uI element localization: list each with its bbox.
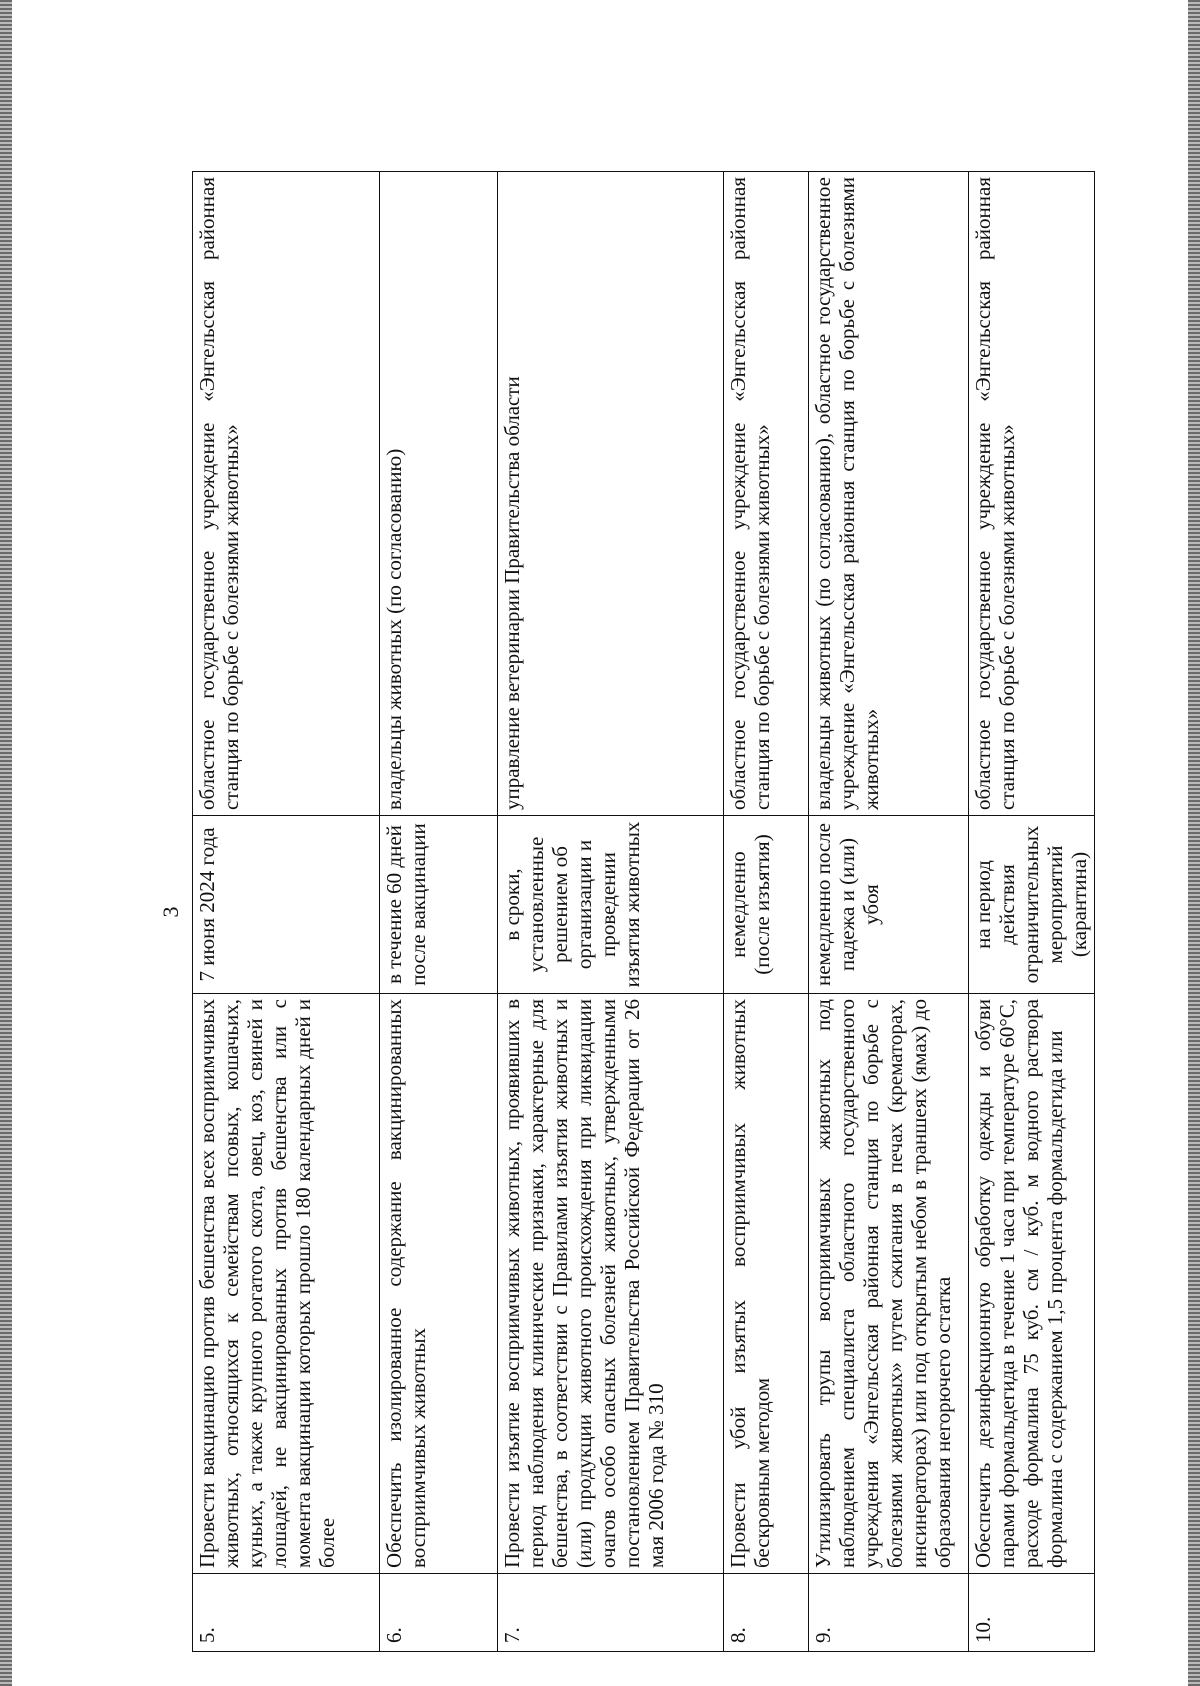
scan-edge-left	[0, 0, 12, 1686]
row-term: на период действия ограничительных мероприятий (карантина)	[969, 816, 1095, 994]
row-number: 6.	[380, 1574, 498, 1652]
row-responsible: управление ветеринарии Правительства области	[498, 172, 724, 816]
row-term: немедленно после падежа и (или) убоя	[809, 816, 969, 994]
table-row	[193, 172, 380, 1652]
row-number: 7.	[498, 1574, 724, 1652]
row-number: 8.	[724, 1574, 809, 1652]
table-row	[809, 172, 969, 1652]
page-number: 3	[158, 906, 183, 918]
row-action: Провести убой изъятых восприимчивых животных бескровным методом	[724, 994, 809, 1574]
row-term: в сроки, установленные решением об организации и проведении изъятия животных	[498, 816, 724, 994]
row-action: Провести вакцинацию против бешенства всех восприимчивых животных, относящихся к семействам псовых, кошачьих, куньих, а также крупного рогатого скота, овец, коз, свиней и лошадей, не вакцинированных против бешенства или с момента вакцинации которых прошло 180 календарных дней и более	[193, 994, 380, 1574]
row-action: Обеспечить дезинфекционную обработку одежды и обуви парами формальдегида в течение 1 часа при температуре 60°С, расходе формалина 75 куб. см / куб. м водного раствора формалина с содержанием 1,5 процента формальдегида или	[969, 994, 1095, 1574]
row-action: Утилизировать трупы восприимчивых животных под наблюдением специалиста областного государственного учреждения «Энгельсская районная станция по борьбе с болезнями животных» путем сжигания в печах (крематорах, инсинераторах) или под открытым небом в траншеях (ямах) до образования негорючего остатка	[809, 994, 969, 1574]
row-responsible: владельцы животных (по согласованию), областное государственное учреждение «Энгельсская районная станция по борьбе с болезнями животных»	[809, 172, 969, 816]
row-responsible: областное государственное учреждение «Энгельсская районная станция по борьбе с болезнями животных»	[724, 172, 809, 816]
row-term: немедленно (после изъятия)	[724, 816, 809, 994]
row-term: в течение 60 дней после вакцинации	[380, 816, 498, 994]
row-number: 9.	[809, 1574, 969, 1652]
row-action: Провести изъятие восприимчивых животных, проявивших в период наблюдения клинические признаки, характерные для бешенства, в соответствии с Правилами изъятия животных и (или) продукции животного происхождения при ликвидации очагов особо опасных болезней животных, утвержденными постановлением Правительства Российской Федерации от 26 мая 2006 года № 310	[498, 994, 724, 1574]
row-responsible: владельцы животных (по согласованию)	[380, 172, 498, 816]
row-responsible: областное государственное учреждение «Энгельсская районная станция по борьбе с болезнями животных»	[969, 172, 1095, 816]
row-number: 10.	[969, 1574, 1095, 1652]
row-term: 7 июня 2024 года	[193, 816, 380, 994]
scan-edge-right	[1188, 0, 1200, 1686]
table-row	[969, 172, 1095, 1652]
table-row	[380, 172, 498, 1652]
rotated-page	[158, 172, 1091, 1652]
table-row	[498, 172, 724, 1652]
row-number: 5.	[193, 1574, 380, 1652]
row-action: Обеспечить изолированное содержание вакцинированных восприимчивых животных	[380, 994, 498, 1574]
measures-table	[192, 171, 1095, 1652]
table-row	[724, 172, 809, 1652]
row-responsible: областное государственное учреждение «Энгельсская районная станция по борьбе с болезнями животных»	[193, 172, 380, 816]
